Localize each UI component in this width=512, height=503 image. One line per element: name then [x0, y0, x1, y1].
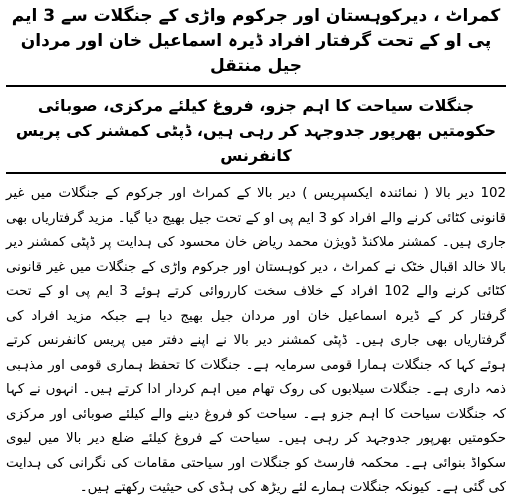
article-body — [6, 182, 506, 501]
headline-divider — [6, 85, 506, 87]
article-body-text: دیر بالا کے کمراٹ اور جرکوم کے جنگلات میں غیر قانونی کٹائی کرنے والے افراد کو 3 ایم پی او کے تحت جیل بھیج دیا گیا۔ مزید گرفتاریاں بھی جاری ہیں۔ کمشنر ملاکنڈ ڈویژن محمد ریاض خان محسود کی ہدایت پر ڈپٹی کمشنر دیر بالا خالد اقبال خٹک نے کمراٹ ، دیر کوہستان اور جرکوم واڑی کے جنگلات میں غیر قانونی کٹائی کرنے والے 102 افراد کے خلاف سخت کارروائی کرتے ہوئے 3 ایم پی او کے تحت گرفتار کر کے ڈیرہ اسماعیل خان اور مردان جیل بھیج دیا ہے جبکہ مزید افراد کی گرفتاریاں بھی جاری ہیں۔ ڈپٹی کمشنر دیر بالا نے اپنے دفتر میں پریس کانفرنس کرتے ہوئے کہا کہ جنگلات ہمارا قومی سرمایہ ہے۔ جنگلات کا تحفظ ہماری قومی اور مذہبی ذمہ داری ہے۔ جنگلات سیلابوں کی روک تھام میں اہم کردار ادا کرتے ہیں۔ انہوں نے کہا کہ جنگلات سیاحت کا اہم جزو ہے۔ سیاحت کو فروغ دینے والے کیلئے صوبائی اور مرکزی حکومتیں بھرپور جدوجہد کر رہی ہیں۔ سیاحت کے فروغ کیلئے ضلع دیر بالا میں لیوی سکواڈ بنوائی ہے۔ محکمہ فارسٹ کو جنگلات اور سیاحتی مقامات کی نگرانی کی ہدایت کی گئی ہے۔ کیونکہ جنگلات ہمارے لئے ریڑھ کی ہڈی کی حیثیت رکھتے ہیں۔ — [6, 186, 506, 495]
headline: کمراٹ ، دیرکوہستان اور جرکوم واڑی کے جنگلات سے 3 ایم پی او کے تحت گرفتار افراد ڈیرہ اسماعیل خان اور مردان جیل منتقل — [11, 6, 501, 76]
dateline: 102 دیر بالا ( نمائندہ ایکسپریس ) — [302, 186, 506, 201]
subheadline: جنگلات سیاحت کا اہم جزو، فروغ کیلئے مرکزی، صوبائی حکومتیں بھرپور جدوجہد کر رہی ہیں، ڈپٹی کمشنر کی پریس کانفرنس — [15, 96, 497, 165]
subheadline-divider — [6, 172, 506, 174]
